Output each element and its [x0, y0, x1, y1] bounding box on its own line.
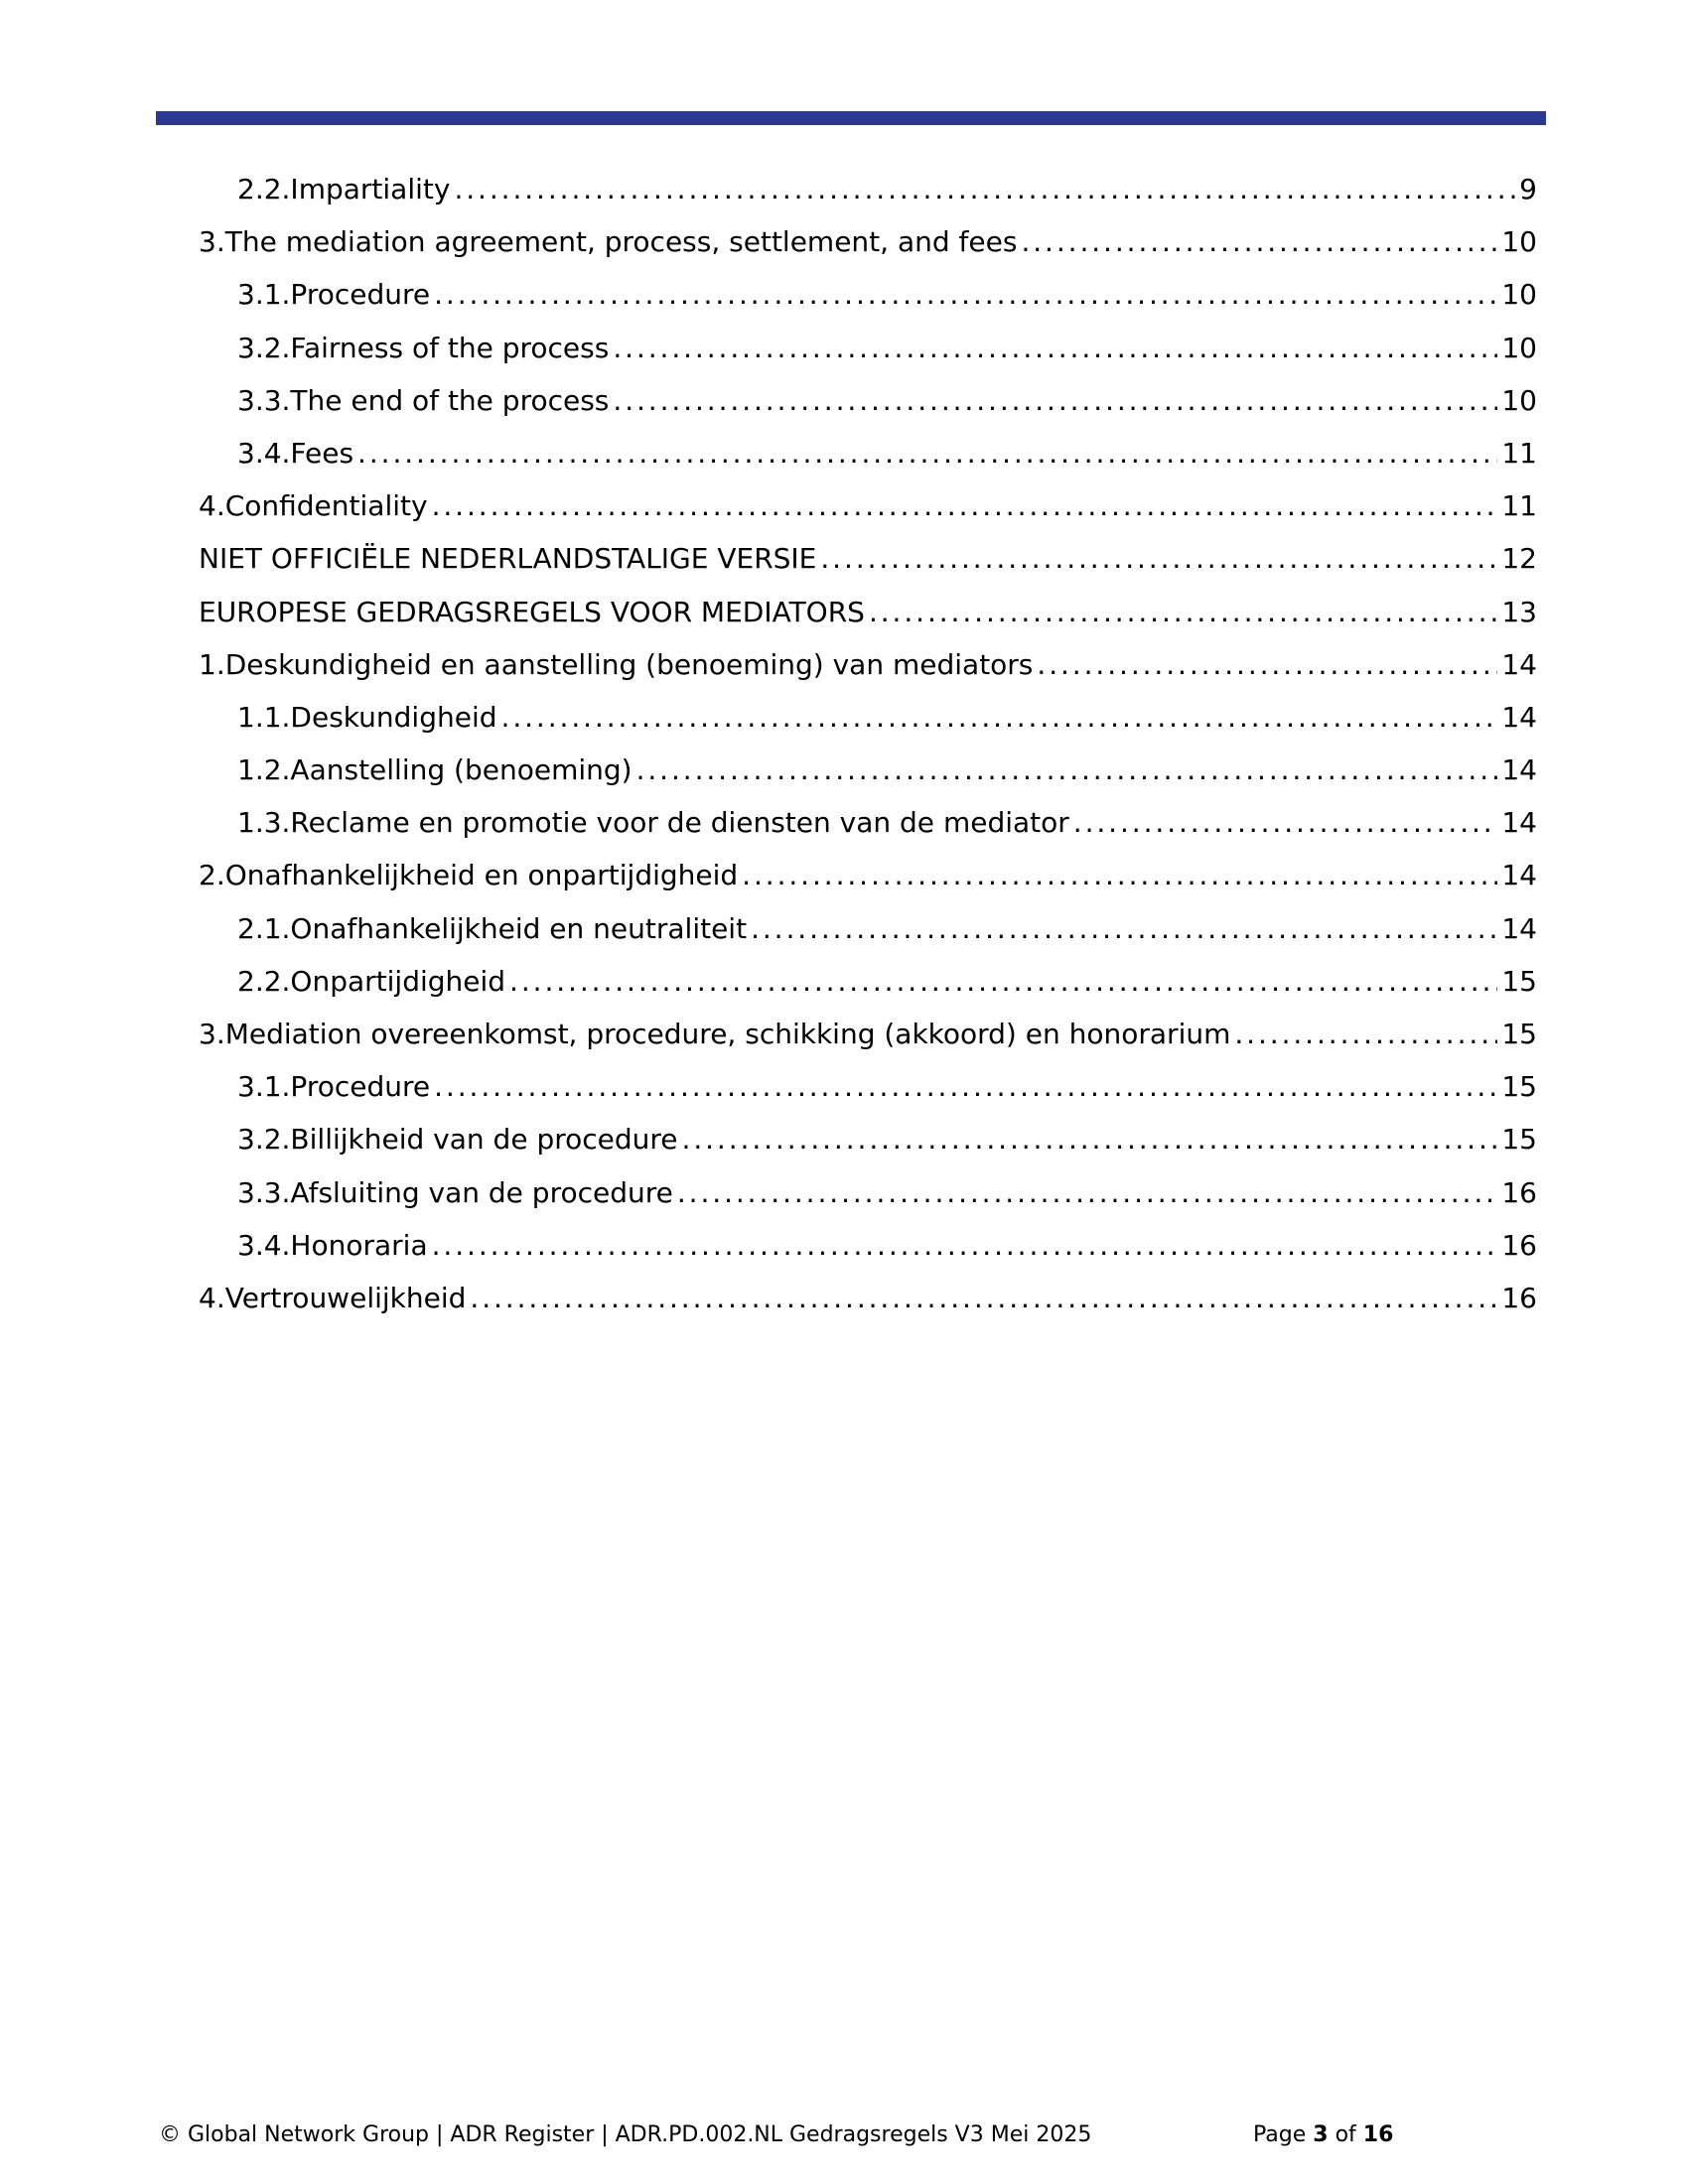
- toc-entry[interactable]: [199, 542, 1537, 595]
- toc-leader-dots: [434, 278, 1497, 311]
- toc-entry[interactable]: [199, 332, 1537, 384]
- toc-entry-title: 3.1.Procedure: [237, 1070, 431, 1104]
- toc-entry-title: 2.2.Impartiality: [237, 173, 451, 205]
- toc-entry[interactable]: [199, 225, 1537, 278]
- toc-entry-title: 2.2.Onpartijdigheid: [237, 964, 506, 998]
- toc-leader-dots: [432, 1229, 1498, 1262]
- toc-entry-page: 13: [1501, 595, 1537, 628]
- toc-entry-page: 11: [1501, 489, 1537, 523]
- toc-entry-page: 15: [1501, 1123, 1537, 1157]
- toc-entry-title: 3.4.Fees: [237, 436, 354, 470]
- toc-entry-title: 1.1.Deskundigheid: [237, 700, 497, 734]
- toc-leader-dots: [434, 1070, 1497, 1103]
- toc-entry-title: NIET OFFICIËLE NEDERLANDSTALIGE VERSIE: [199, 542, 817, 576]
- footer-page-label: Page: [1253, 2122, 1307, 2147]
- toc-entry[interactable]: [199, 753, 1537, 806]
- toc-leader-dots: [501, 701, 1498, 734]
- toc-leader-dots: [432, 489, 1498, 522]
- toc-entry[interactable]: [199, 806, 1537, 859]
- toc-leader-dots: [509, 965, 1497, 998]
- toc-entry[interactable]: [199, 859, 1537, 911]
- toc-entry-title: 3.3.Afsluiting van de procedure: [237, 1175, 673, 1209]
- toc-leader-dots: [470, 1282, 1497, 1314]
- toc-entry[interactable]: [199, 489, 1537, 542]
- toc-leader-dots: [636, 753, 1498, 786]
- toc-entry[interactable]: [199, 965, 1537, 1018]
- toc-entry-page: 14: [1501, 700, 1537, 734]
- toc-entry-title: 3.2.Billijkheid van de procedure: [237, 1123, 678, 1157]
- toc-entry-page: 14: [1501, 806, 1537, 840]
- toc-entry-page: 14: [1501, 911, 1537, 945]
- toc-entry[interactable]: [199, 437, 1537, 489]
- toc-entry-title: 3.Mediation overeenkomst, procedure, schikking (akkoord) en honorarium: [199, 1018, 1231, 1050]
- header-rule: [156, 111, 1546, 125]
- table-of-contents: [199, 173, 1537, 1334]
- toc-entry-page: 15: [1501, 1018, 1537, 1050]
- toc-leader-dots: [682, 1123, 1498, 1156]
- toc-entry[interactable]: [199, 701, 1537, 753]
- toc-entry[interactable]: [199, 1229, 1537, 1282]
- footer-page-of: of: [1335, 2122, 1356, 2147]
- toc-entry-page: 16: [1501, 1228, 1537, 1262]
- toc-entry[interactable]: [199, 596, 1537, 648]
- footer-page-number: [1253, 2122, 1393, 2147]
- toc-entry-page: 14: [1501, 753, 1537, 787]
- toc-entry-title: EUROPESE GEDRAGSREGELS VOOR MEDIATORS: [199, 595, 865, 628]
- toc-entry-page: 9: [1519, 173, 1537, 205]
- toc-leader-dots: [820, 542, 1497, 575]
- toc-entry-page: 16: [1501, 1175, 1537, 1209]
- toc-entry-page: 14: [1501, 647, 1537, 681]
- footer-page-total: 16: [1362, 2122, 1394, 2147]
- toc-entry[interactable]: [199, 173, 1537, 225]
- toc-entry-title: 4.Vertrouwelijkheid: [199, 1281, 467, 1314]
- toc-entry-page: 15: [1501, 964, 1537, 998]
- toc-leader-dots: [751, 912, 1497, 945]
- footer-page-current: 3: [1313, 2122, 1329, 2147]
- toc-entry[interactable]: [199, 1123, 1537, 1175]
- toc-entry-title: 3.3.The end of the process: [237, 383, 610, 417]
- toc-leader-dots: [613, 384, 1497, 417]
- toc-entry-title: 3.1.Procedure: [237, 278, 431, 312]
- toc-leader-dots: [1021, 225, 1497, 258]
- toc-entry-page: 12: [1501, 542, 1537, 576]
- toc-entry-page: 10: [1501, 225, 1537, 259]
- toc-leader-dots: [869, 596, 1497, 628]
- toc-entry[interactable]: [199, 1070, 1537, 1123]
- toc-entry-page: 15: [1501, 1070, 1537, 1104]
- toc-entry-page: 16: [1501, 1281, 1537, 1314]
- toc-leader-dots: [1073, 806, 1498, 839]
- toc-entry-page: 10: [1501, 383, 1537, 417]
- toc-entry-title: 3.2.Fairness of the process: [237, 331, 610, 364]
- toc-leader-dots: [1234, 1018, 1497, 1050]
- toc-leader-dots: [454, 173, 1515, 205]
- toc-entry[interactable]: [199, 1018, 1537, 1070]
- toc-entry-title: 3.4.Honoraria: [237, 1228, 428, 1262]
- toc-leader-dots: [357, 437, 1497, 470]
- toc-entry-title: 1.3.Reclame en promotie voor de diensten van de mediator: [237, 806, 1069, 840]
- toc-entry-page: 10: [1501, 331, 1537, 364]
- toc-entry-page: 14: [1501, 859, 1537, 892]
- toc-entry[interactable]: [199, 384, 1537, 437]
- toc-entry-title: 1.2.Aanstelling (benoeming): [237, 753, 633, 787]
- toc-leader-dots: [1037, 648, 1497, 681]
- toc-leader-dots: [742, 859, 1497, 891]
- toc-entry[interactable]: [199, 912, 1537, 965]
- toc-leader-dots: [677, 1176, 1498, 1209]
- footer-copyright: © Global Network Group | ADR Register | ADR.PD.002.NL Gedragsregels V3 Mei 2025: [159, 2122, 1092, 2147]
- toc-entry-title: 4.Confidentiality: [199, 489, 428, 523]
- toc-entry[interactable]: [199, 278, 1537, 331]
- toc-entry-title: 1.Deskundigheid en aanstelling (benoeming) van mediators: [199, 647, 1034, 681]
- toc-entry-page: 11: [1501, 436, 1537, 470]
- toc-entry-page: 10: [1501, 278, 1537, 312]
- toc-entry[interactable]: [199, 648, 1537, 701]
- toc-entry[interactable]: [199, 1282, 1537, 1334]
- toc-leader-dots: [613, 332, 1497, 364]
- toc-entry-title: 3.The mediation agreement, process, settlement, and fees: [199, 225, 1018, 259]
- toc-entry-title: 2.1.Onafhankelijkheid en neutraliteit: [237, 911, 748, 945]
- toc-entry-title: 2.Onafhankelijkheid en onpartijdigheid: [199, 859, 739, 892]
- toc-entry[interactable]: [199, 1176, 1537, 1229]
